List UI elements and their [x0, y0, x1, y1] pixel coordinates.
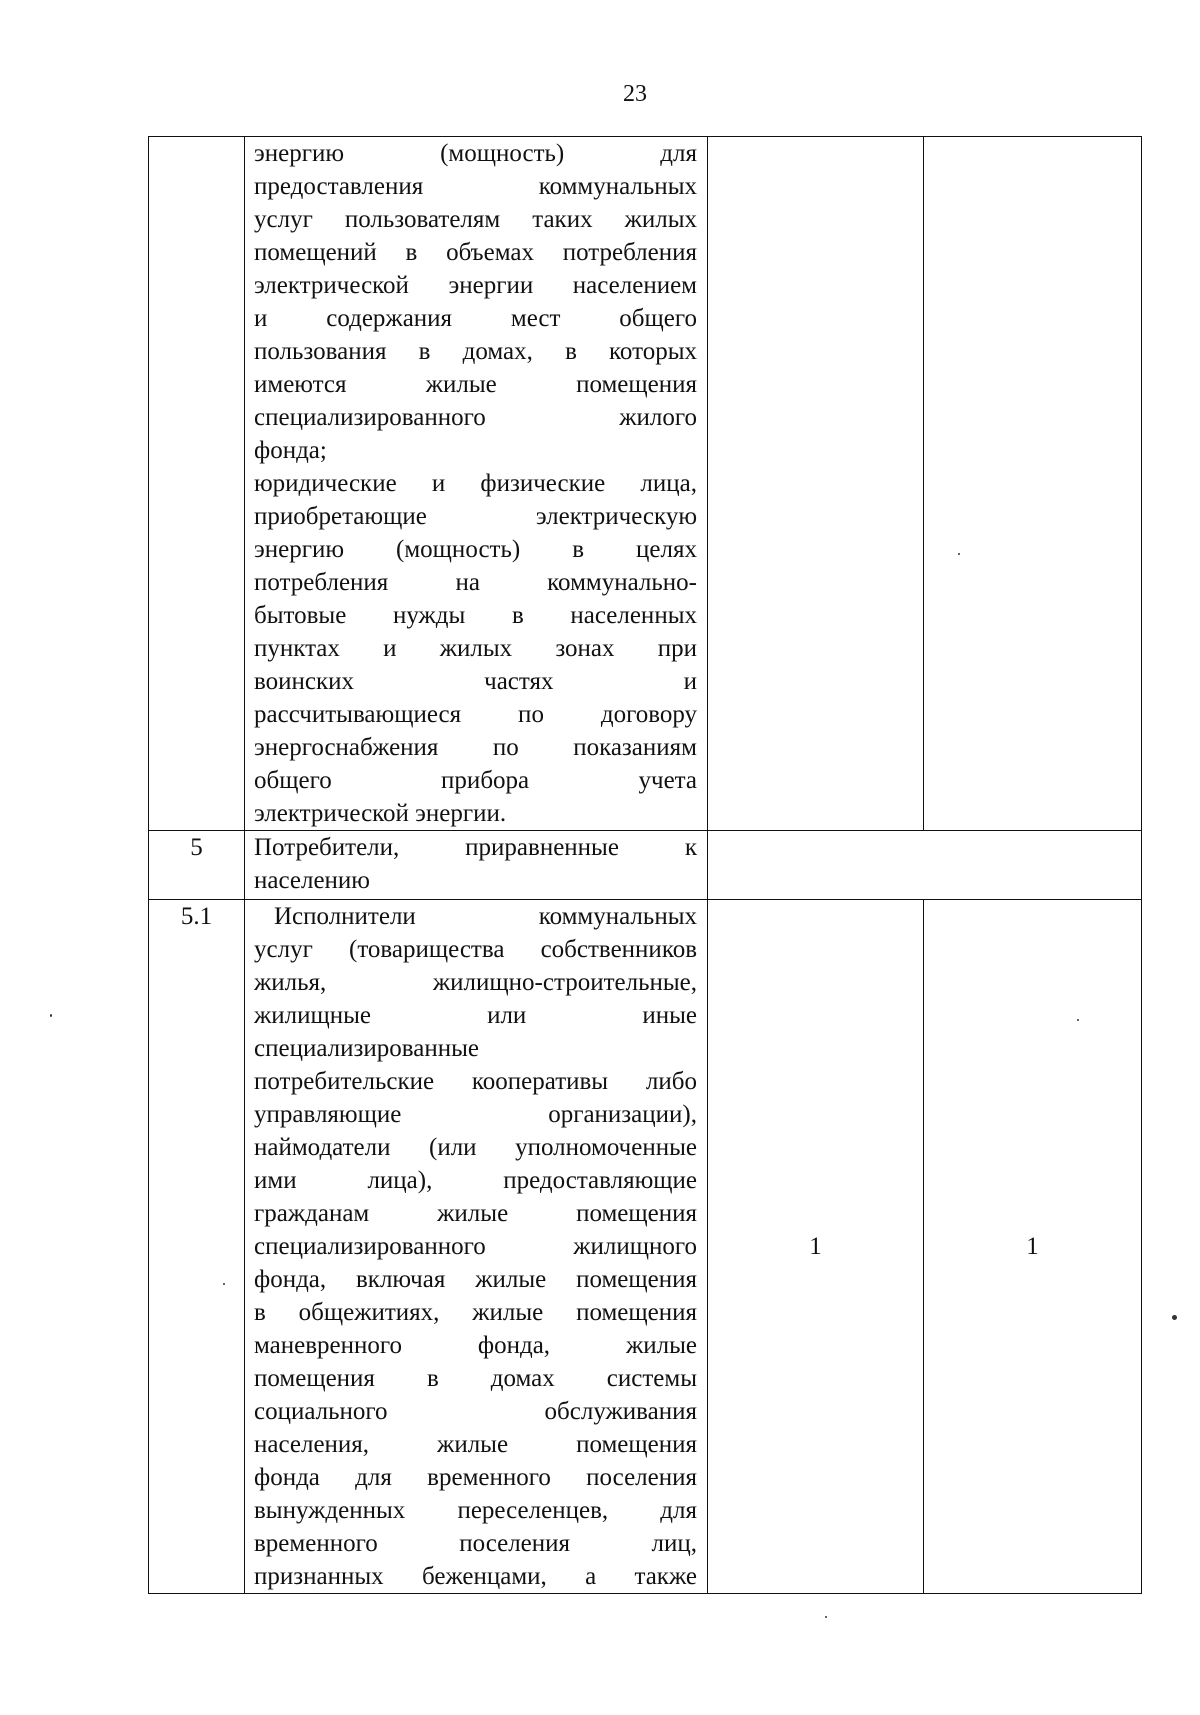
description-line: гражданам жилые помещения [254, 1200, 697, 1227]
scan-speck [825, 1616, 827, 1618]
scan-speck [1077, 1019, 1079, 1021]
description-line: наймодатели (или уполномоченные [254, 1134, 697, 1161]
description-line: помещений в объемах потребления [254, 239, 697, 266]
description-line: населения, жилые помещения [254, 1431, 697, 1458]
description-line: энергоснабжения по показаниям [254, 734, 697, 761]
description-line: юридические и физические лица, [254, 470, 697, 497]
scan-speck [1172, 1315, 1177, 1320]
description-line: пользования в домах, в которых [254, 338, 697, 365]
merged-value-cell [708, 831, 1142, 900]
description-line: воинских частях и [254, 668, 697, 695]
description-line: помещения в домах системы [254, 1365, 697, 1392]
description-line: приобретающие электрическую [254, 503, 697, 530]
description-line: имеются жилые помещения [254, 371, 697, 398]
row-number-cell [149, 137, 245, 831]
page-number: 23 [623, 81, 647, 107]
description-line: пунктах и жилых зонах при [254, 635, 697, 662]
consumer-description-cell [245, 137, 708, 831]
row-number-cell: 5 [149, 831, 245, 900]
description-line: потребительские кооперативы либо [254, 1068, 697, 1095]
consumer-description-cell [245, 900, 708, 1594]
value-cell-1 [708, 137, 924, 831]
scan-speck [958, 553, 960, 555]
description-line: вынужденных переселенцев, для [254, 1497, 697, 1524]
description-line: бытовые нужды в населенных [254, 602, 697, 629]
row-number-cell: 5.1 [149, 900, 245, 1594]
description-line: социального обслуживания [254, 1398, 697, 1425]
description-line: энергию (мощность) в целях [254, 536, 697, 563]
description-line: специализированные [254, 1035, 479, 1062]
description-line: фонда; [254, 437, 327, 464]
table-row [149, 900, 1142, 1594]
description-line: и содержания мест общего [254, 305, 697, 332]
description-line: фонда для временного поселения [254, 1464, 697, 1491]
description-line: в общежитиях, жилые помещения [254, 1299, 697, 1326]
description-line: специализированного жилищного [254, 1233, 697, 1260]
description-line: жилья, жилищно-строительные, [254, 969, 697, 996]
description-line: специализированного жилого [254, 404, 697, 431]
description-line: жилищные или иные [254, 1002, 697, 1029]
description-line: временного поселения лиц, [254, 1530, 697, 1557]
value-cell-2: 1 [924, 900, 1142, 1594]
description-line: услуг пользователям таких жилых [254, 206, 697, 233]
description-line: Исполнители коммунальных [274, 903, 697, 930]
description-line: Потребители, приравненные к [254, 834, 697, 861]
description-line: услуг (товарищества собственников [254, 936, 697, 963]
value-cell-2 [924, 137, 1142, 831]
table-row [149, 831, 1142, 900]
description-line: электрической энергии населением [254, 272, 697, 299]
consumer-description-cell [245, 831, 708, 900]
description-line: признанных беженцами, а также [254, 1563, 697, 1590]
description-line: населению [254, 867, 370, 894]
value-cell-1: 1 [708, 900, 924, 1594]
scan-speck [223, 1283, 225, 1285]
description-line: рассчитывающиеся по договору [254, 701, 697, 728]
description-line: предоставления коммунальных [254, 173, 697, 200]
description-line: потребления на коммунально- [254, 569, 697, 596]
description-line: управляющие организации), [254, 1101, 697, 1128]
table-row [149, 137, 1142, 831]
description-line: общего прибора учета [254, 767, 697, 794]
description-line: энергию (мощность) для [254, 140, 697, 167]
description-line: ими лица), предоставляющие [254, 1167, 697, 1194]
description-line: электрической энергии. [254, 800, 507, 827]
scan-speck [50, 1014, 52, 1017]
tariff-table [148, 136, 1142, 1594]
description-line: маневренного фонда, жилые [254, 1332, 697, 1359]
description-line: фонда, включая жилые помещения [254, 1266, 697, 1293]
